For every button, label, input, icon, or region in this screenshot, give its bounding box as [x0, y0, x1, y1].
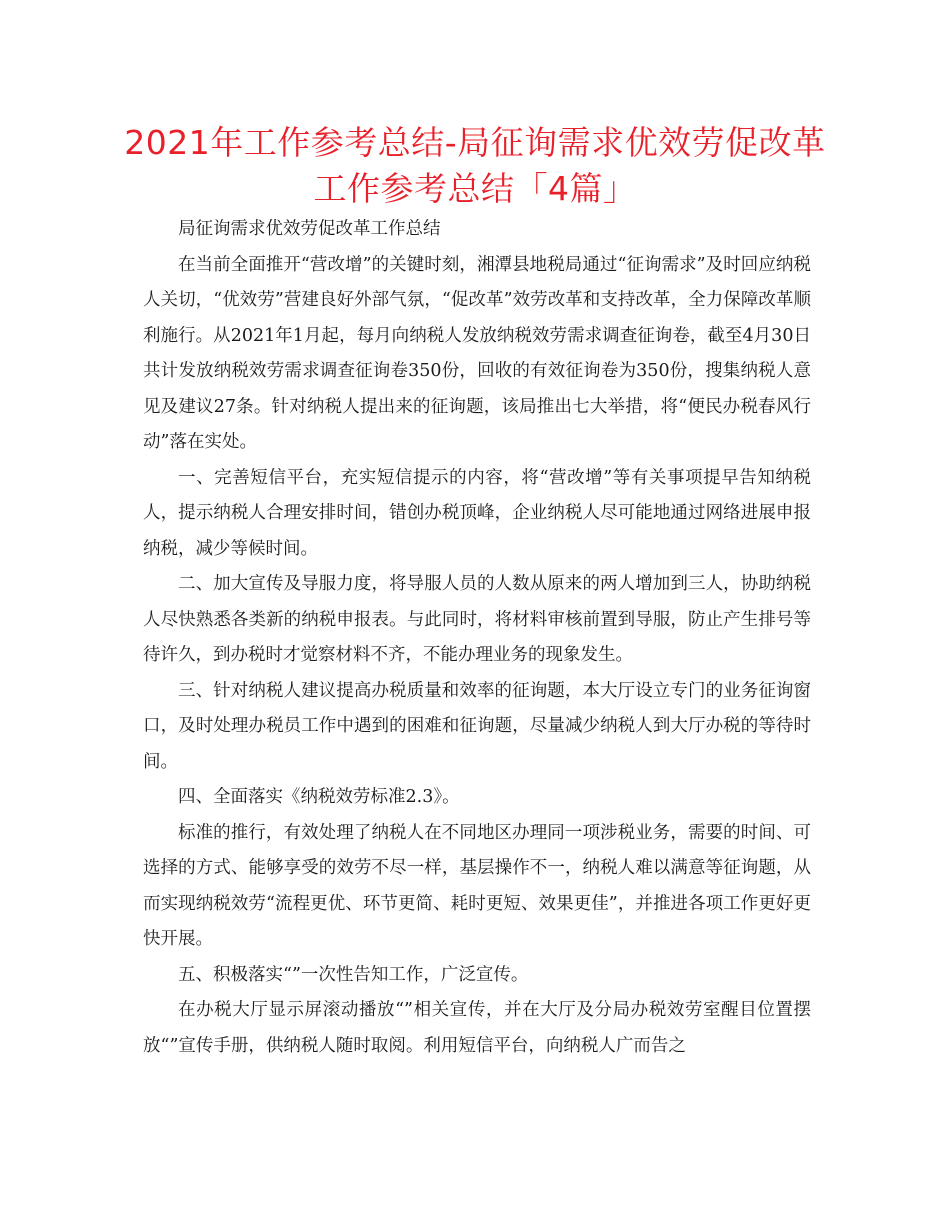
paragraph-item-4-detail: 标准的推行，有效处理了纳税人在不同地区办理同一项涉税业务，需要的时间、可选择的方式、能够享受的效劳不尽一样，基层操作不一，纳税人难以满意等征询题，从而实现纳税效劳“流程更优、环节更简、耗时更短、效果更佳”，并推进各项工作更好更快开展。 — [143, 822, 811, 949]
paragraph-item-1: 一、完善短信平台，充实短信提示的内容，将“营改增”等有关事项提早告知纳税人，提示纳税人合理安排时间，错创办税顶峰，企业纳税人尽可能地通过网络进展申报纳税，减少等候时间。 — [143, 467, 811, 559]
paragraph-subtitle: 局征询需求优效劳促改革工作总结 — [178, 219, 441, 239]
paragraph-item-5-detail: 在办税大厅显示屏滚动播放“”相关宣传，并在大厅及分局办税效劳室醒目位置摆放“”宣传手册，供纳税人随时取阅。利用短信平台，向纳税人广而告之 — [143, 1000, 811, 1056]
document-title: 2021年工作参考总结-局征询需求优效劳促改革工作参考总结「4篇」 — [124, 123, 826, 208]
paragraph-item-4: 四、全面落实《纳税效劳标准2.3》。 — [178, 787, 460, 807]
paragraph-item-3: 三、针对纳税人建议提高办税质量和效率的征询题，本大厅设立专门的业务征询窗口，及时处理办税员工作中遇到的困难和征询题，尽量减少纳税人到大厅办税的等待时间。 — [143, 680, 811, 772]
paragraph-item-2: 二、加大宣传及导服力度，将导服人员的人数从原来的两人增加到三人，协助纳税人尽快熟悉各类新的纳税申报表。与此同时，将材料审核前置到导服，防止产生排号等待许久，到办税时才觉察材料不齐，不能办理业务的现象发生。 — [143, 574, 811, 665]
document-body — [143, 212, 811, 1064]
paragraph-intro: 在当前全面推开“营改增”的关键时刻，湘潭县地税局通过“征询需求”及时回应纳税人关切，“优效劳”营建良好外部气氛，“促改革”效劳改革和支持改革，全力保障改革顺利施行。从2021年1月起，每月向纳税人发放纳税效劳需求调查征询卷，截至4月30日共计发放纳税效劳需求调查征询卷350份，回收的有效征询卷为350份，搜集纳税人意见及建议27条。针对纳税人提出来的征询题，该局推出七大举措，将“便民办税春风行动”落在实处。 — [143, 254, 811, 452]
paragraph-item-5: 五、积极落实“”一次性告知工作，广泛宣传。 — [178, 964, 529, 985]
